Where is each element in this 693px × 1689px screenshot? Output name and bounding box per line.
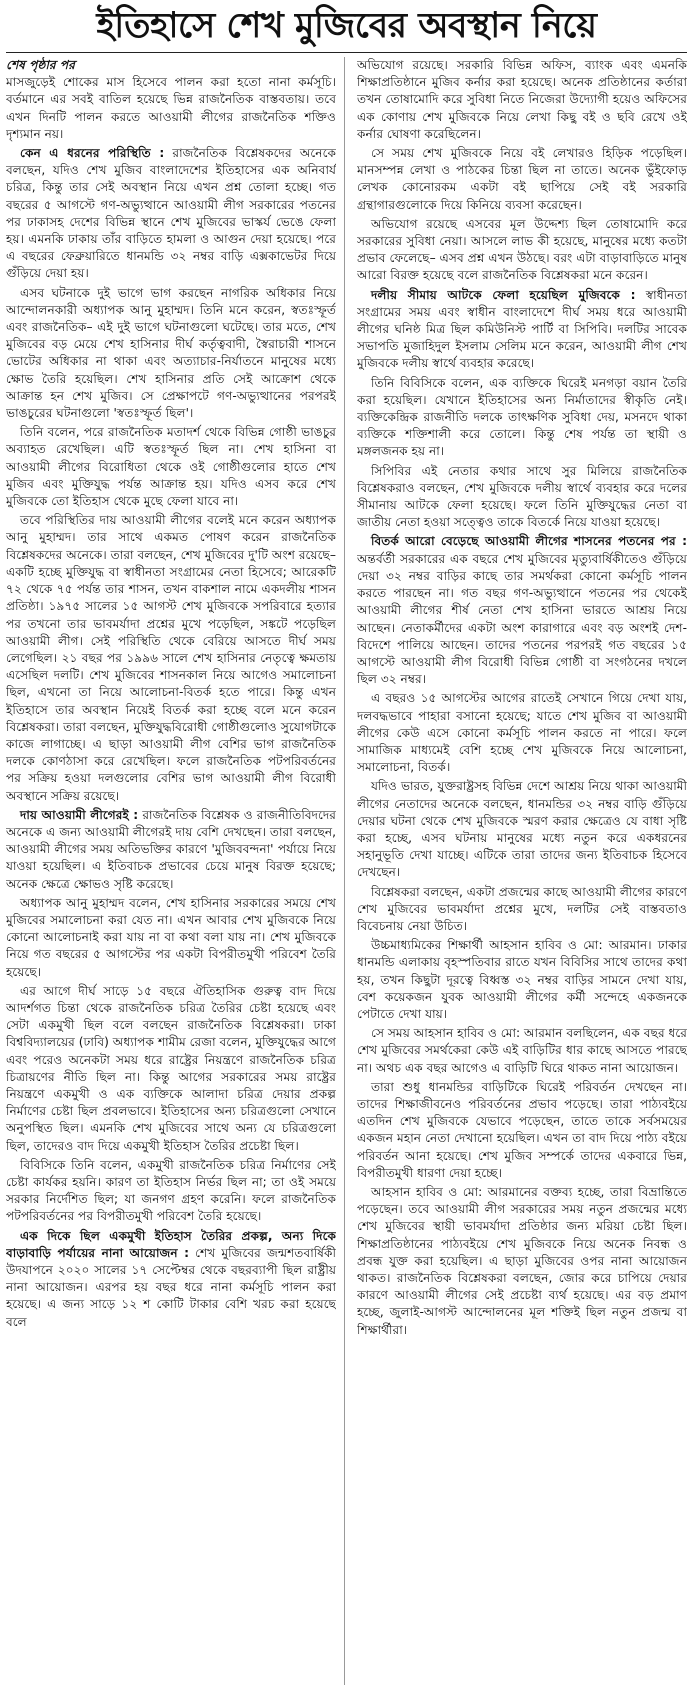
paragraph: সে সময় আহসান হাবিব ও মো: আরমান বলছিলেন, এক বছর ধরে শেখ মুজিবের সমর্থকেরা কেউ এই বাড়িটির ধার কাছে আসতে পারছে না। অথচ এক বছর আগেও এ বাড়িটি ঘিরে থাকত নানা আয়োজন। (357, 1026, 687, 1075)
right-column (357, 57, 687, 1685)
headline-rule (6, 52, 687, 53)
subheading: দায় আওয়ামী লীগেরই : (20, 807, 139, 822)
paragraph: বিতর্ক আরো বেড়েছে আওয়ামী লীগের শাসনের পতনের পর : অন্তর্বর্তী সরকারের এক বছরে শেখ মুজিবের মৃত্যুবার্ষিকীতেও গুঁড়িয়ে দেয়া ৩২ নম্বর বাড়ির কাছে তার সমর্থকরা কোনো কর্মসূচি পালন করতে পারছেন না। গত বছর গণ-অভ্যুত্থানে পতনের পর থেকেই আওয়ামী লীগের শীর্ষ নেতা শেখ হাসিনা ভারতে আশ্রয় নিয়ে আছেন। নেতাকর্মীদের একটা অংশ কারাগারে এবং বড় অংশই দেশ-বিদেশে পালিয়ে আছেন। তাদের পতনের পরপরই গত বছরের ১৫ আগস্টে আওয়ামী লীগ বিরোধী বিভিন্ন গোষ্ঠী বা সংগঠনের দখলে ছিল ৩২ নম্বর। (357, 534, 687, 687)
subheading: কেন এ ধরনের পরিস্থিতি : (20, 146, 165, 161)
paragraph: তিনি বলেন, পরে রাজনৈতিক মতাদর্শ থেকে বিভিন্ন গোষ্ঠী ভাঙচুর অব্যাহত রেখেছিল। এটি স্বতঃস্ফূর্ত ছিল না। শেখ হাসিনা বা আওয়ামী লীগের বিরোধিতা থেকে ওই গোষ্ঠীগুলোর হাতে শেখ মুজিব এবং মুক্তিযুদ্ধ পর্যন্ত আক্রান্ত হয়। যদিও এসব করে শেখ মুজিবকে তো ইতিহাস থেকে মুছে ফেলা যাবে না। (6, 425, 336, 509)
paragraph: আহসান হাবিব ও মো: আরমানের বক্তব্য হচ্ছে, তারা বিভ্রান্তিতে পড়েছেন। তবে আওয়ামী লীগ সরকারের সময় নতুন প্রজন্মের মধ্যে শেখ মুজিবের স্থায়ী ভাবমর্যাদা প্রতিষ্ঠার জন্য মরিয়া চেষ্টা ছিল। শিক্ষাপ্রতিষ্ঠানের পাঠ্যবইয়ে শেখ মুজিবকে নিয়ে অনেক নিবন্ধ ও প্রবন্ধ যুক্ত করা হয়েছিল। এ ছাড়া মুজিবের ওপর নানা আয়োজন থাকত। রাজনৈতিক বিশ্লেষকরা বলছেন, জোর করে চাপিয়ে দেয়ার কারণে আওয়ামী লীগের সেই প্রচেষ্টা ব্যর্থ হয়েছে। এর বড় প্রমাণ হচ্ছে, জুলাই-আগস্ট আন্দোলনের মূল শক্তিই ছিল নতুন প্রজন্ম বা শিক্ষার্থীরা। (357, 1185, 687, 1337)
subheading: দলীয় সীমায় আটকে ফেলা হয়েছিল মুজিবকে : (371, 287, 636, 302)
paragraph: উচ্চমাধ্যমিকের শিক্ষার্থী আহসান হাবিব ও মো: আরমান। ঢাকার ধানমন্ডি এলাকায় বৃহস্পতিবার রাতে যখন বিবিসির সাথে তাদের কথা হয়, তখন কিছুটা দূরত্বে বিধ্বস্ত ৩২ নম্বর বাড়ির সামনে দেখা যায়, বেশ কয়েকজন যুবক আওয়ামী লীগের কর্মী সন্দেহে একজনকে পেটাতে দেখা যায়। (357, 938, 687, 1021)
paragraph: এর আগে দীর্ঘ সাড়ে ১৫ বছরে ঐতিহাসিক গুরুত্ব বাদ দিয়ে আদর্শগত চিন্তা থেকে রাজনৈতিক চরিত্র তৈরির চেষ্টা হয়েছে এবং সেটা একমুখী ছিল বলে বলছেন রাজনৈতিক বিশ্লেষকরা। ঢাকা বিশ্ববিদ্যালয়ের (ঢাবি) অধ্যাপক শামীম রেজা বলেন, মুক্তিযুদ্ধের আগে এবং পরেও অনেকটা সময় ধরে রাষ্ট্রের নিয়ন্ত্রণে রাজনৈতিক চরিত্র চিত্রায়ণের নীতি ছিল না। কিন্তু আগের সরকারের সময় রাষ্ট্রের নিয়ন্ত্রণে একমুখী ও এক ব্যক্তিকে আলাদা চরিত্র দেয়ার প্রকল্প নির্মাণের চেষ্টা ছিল প্রবলভাবে। ইতিহাসের অন্য চরিত্রগুলো সেখানে অনুপস্থিত ছিল। এমনকি শেখ মুজিবের সাথে অন্য যে চরিত্রগুলো ছিল, তাদেরও বাদ দিয়ে একমুখী ইতিহাস তৈরির প্রচেষ্টা ছিল। (6, 983, 336, 1153)
paragraph: মাসজুড়েই শোকের মাস হিসেবে পালন করা হতো নানা কর্মসূচি। বর্তমানে এর সবই বাতিল হয়েছে ভিন্ন রাজনৈতিক বাস্তবতায়। তবে এখন দিনটি পালন করতে আওয়ামী লীগের রাজনৈতিক শক্তিও দৃশ্যমান নয়। (6, 75, 336, 141)
paragraph: এসব ঘটনাকে দুই ভাগে ভাগ করছেন নাগরিক অধিকার নিয়ে আন্দোলনকারী অধ্যাপক আনু মুহাম্মদ। তিনি মনে করেন, স্বতঃস্ফূর্ত এবং রাজনৈতিক– এই দুই ভাগে ঘটনাগুলো ঘটেছে। তার মতে, শেখ মুজিবের বড় মেয়ে শেখ হাসিনার দীর্ঘ কর্তৃত্ববাদী, স্বৈরাচারী শাসনে ভোটের অধিকার না থাকা এবং অত্যাচার-নির্যাতনে মানুষের মধ্যে ক্ষোভ তৈরি হয়েছিল। শেখ হাসিনার প্রতি সেই আক্রোশ থেকে আক্রান্ত হন শেখ মুজিব। সে প্রেক্ষাপটে গণ-অভ্যুত্থানের পরপরই ভাঙচুরের ঘটনাগুলো 'স্বতঃস্ফূর্ত ছিল'। (6, 285, 336, 421)
paragraph: তারা শুধু ধানমন্ডির বাড়িটিকে ঘিরেই পরিবর্তন দেখছেন না। তাদের শিক্ষাজীবনেও পরিবর্তনের প্রভাব পড়েছে। তারা পাঠ্যবইয়ে এতদিন শেখ মুজিবকে যেভাবে পড়েছেন, তাতে তাকে সর্বসময়ের একজন মহান নেতা দেখানো হয়েছিল। এখন তা বাদ দিয়ে পাঠ্য বইয়ে পরিবর্তন আনা হয়েছে। শেখ মুজিব সম্পর্কে তাদের একবারে ভিন্ন, বিপরীতমুখী ধারণা দেয়া হচ্ছে। (357, 1079, 687, 1180)
paragraph: কেন এ ধরনের পরিস্থিতি : রাজনৈতিক বিশ্লেষকদের অনেকে বলছেন, যদিও শেখ মুজিব বাংলাদেশের ইতিহাসের এক অনিবার্য চরিত্র, কিন্তু তার সেই অবস্থান নিয়ে এখন প্রশ্ন তোলা হচ্ছে। গত বছরের ৫ আগস্টে গণ-অভ্যুত্থানে আওয়ামী লীগ সরকারের পতনের পর ঢাকাসহ দেশের বিভিন্ন স্থানে শেখ মুজিবের ভাস্কর্য ভেঙে ফেলা হয়। এমনকি ঢাকায় তাঁর বাড়িতে হামলা ও আগুন দেয়া হয়েছে। পরে এ বছরের ফেব্রুয়ারিতে ধানমন্ডি ৩২ নম্বর বাড়ি এক্সকাভেটর দিয়ে গুঁড়িয়ে দেয়া হয়। (6, 146, 336, 281)
paragraph: এ বছরও ১৫ আগস্টের আগের রাতেই সেখানে গিয়ে দেখা যায়, দলবদ্ধভাবে পাহারা বসানো হয়েছে; যাতে শেখ মুজিব বা আওয়ামী লীগের কেউ এসে কোনো কর্মসূচি পালন করতে না পারে। ফলে সামাজিক মাধ্যমেই বেশি হচ্ছে শেখ মুজিবকে নিয়ে আলোচনা, সমালোচনা, বিতর্ক। (357, 691, 687, 775)
paragraph: দায় আওয়ামী লীগেরই : রাজনৈতিক বিশ্লেষক ও রাজনীতিবিদদের অনেকে এ জন্য আওয়ামী লীগেরই দায় বেশি দেখছেন। তারা বলছেন, আওয়ামী লীগের সময় অতিভক্তির কারণে 'মুজিববন্দনা' পর্যায়ে নিয়ে যাওয়া হয়েছিল। এ ইতিবাচক প্রভাবের চেয়ে মানুষ বিরক্ত হয়েছে; অনেক ক্ষেত্রে ক্ষোভও সৃষ্টি করেছে। (6, 807, 336, 891)
headline: ইতিহাসে শেখ মুজিবের অবস্থান নিয়ে (96, 6, 597, 46)
paragraph: বিশ্লেষকরা বলছেন, একটা প্রজন্মের কাছে আওয়ামী লীগের কারণে শেখ মুজিবের ভাবমর্যাদা প্রশ্নের মুখে, দলটির সেই বাস্তবতাও বিবেচনায় নেয়া উচিত। (357, 884, 687, 933)
paragraph: তবে পরিস্থিতির দায় আওয়ামী লীগের বলেই মনে করেন অধ্যাপক আনু মুহাম্মদ। তার সাথে একমত পোষণ করেন রাজনৈতিক বিশ্লেষকদের অনেকে। তারা বলছেন, শেখ মুজিবের দু'টি অংশ রয়েছে– একটি হচ্ছে মুক্তিযুদ্ধ বা স্বাধীনতা সংগ্রামের নেতা হিসেবে; আরেকটি ৭২ থেকে ৭৫ পর্যন্ত তার শাসন, তখন বাকশাল নামে একদলীয় শাসন প্রতিষ্ঠা। ১৯৭৫ সালের ১৫ আগস্ট শেখ মুজিবকে সপরিবারে হত্যার পর তখনো তার ভাবমর্যাদা প্রশ্নের মুখে পড়েছিল, সঙ্কটে পড়েছিল আওয়ামী লীগ। সেই পরিস্থিতি থেকে বেরিয়ে আসতে দীর্ঘ সময় লেগেছিল। ২১ বছর পর ১৯৯৬ সালে শেখ হাসিনার নেতৃত্বে ক্ষমতায় এসেছিল দলটি। শেখ মুজিবের শাসনকাল নিয়ে আগেও সমালোচনা ছিল, এখনো তা নিয়ে আলোচনা-বিতর্ক হতে পারে। কিন্তু এখন ইতিহাসে তার অবস্থান নিয়েই বিতর্ক করা হচ্ছে বলে মনে করেন বিশ্লেষকরা। তারা বলছেন, মুক্তিযুদ্ধবিরোধী গোষ্ঠীগুলোও সুযোগটাকে কাজে লাগাচ্ছে। এ ছাড়া আওয়ামী লীগ বেশির ভাগ রাজনৈতিক দলকে কোণঠাসা করে রেখেছিল। ফলে রাজনৈতিক পটপরিবর্তনের পর সক্রিয় হওয়া দলগুলোর বেশির ভাগ আওয়ামী লীগ বিরোধী অবস্থানে সক্রিয় রয়েছে। (6, 513, 336, 803)
paragraph: অভিযোগ রয়েছে এসবের মূল উদ্দেশ্য ছিল তোষামোদি করে সরকারের সুবিধা নেয়া। আসলে লাভ কী হয়েছে, মানুষের মধ্যে কতটা প্রভাব ফেলেছে– এসব প্রশ্ন এখন উঠছে। বরং এটা বাড়াবাড়িতে মানুষ আরো বিরক্ত হয়েছে বলে রাজনৈতিক বিশ্লেষকরা মনে করেন। (357, 216, 687, 283)
continuation-kicker: শেষ পৃষ্ঠার পর (6, 58, 75, 72)
paragraph: অধ্যাপক আনু মুহাম্মদ বলেন, শেখ হাসিনার সরকারের সময়ে শেখ মুজিবের সমালোচনা করা যেত না। এখন আবার শেখ মুজিবকে নিয়ে কোনো আলোচনাই করা যায় না বা কথা বলা যায় না। শেখ মুজিবকে নিয়ে গত বছরের ৫ আগস্টের পর একটা বিপরীতমুখী পরিবেশ তৈরি হয়েছে। (6, 895, 336, 979)
paragraph: দলীয় সীমায় আটকে ফেলা হয়েছিল মুজিবকে : স্বাধীনতা সংগ্রামের সময় এবং স্বাধীন বাংলাদেশে দীর্ঘ সময় ধরে আওয়ামী লীগের ঘনিষ্ঠ মিত্র ছিল কমিউনিস্ট পার্টি বা সিপিবি। দলটির সাবেক সভাপতি মুজাহিদুল ইসলাম সেলিম মনে করেন, আওয়ামী লীগ শেখ মুজিবকে দলীয় স্বার্থে ব্যবহার করেছে। (357, 287, 687, 371)
subheading: এক দিকে ছিল একমুখী ইতিহাস তৈরির প্রকল্প, অন্য দিকে বাড়াবাড়ি পর্যায়ের নানা আয়োজন : (6, 1228, 336, 1260)
paragraph: বিবিসিকে তিনি বলেন, একমুখী রাজনৈতিক চরিত্র নির্মাণের সেই চেষ্টা কার্যকর হয়নি। কারণ তা ইতিহাস নির্ভর ছিল না; তা ওই সময়ে সরকার নির্দেশিত ছিল; যা জনগণ গ্রহণ করেনি। ফলে রাজনৈতিক পটপরিবর্তনের পর বিপরীতমুখী পরিবেশ তৈরি হয়েছে। (6, 1157, 336, 1224)
paragraph: সিপিবির এই নেতার কথার সাথে সুর মিলিয়ে রাজনৈতিক বিশ্লেষকরাও বলছেন, শেখ মুজিবকে দলীয় স্বার্থে ব্যবহার করে দলের সীমানায় আটকে ফেলা হয়েছে। ফলে তিনি মুক্তিযুদ্ধের নেতা বা জাতীয় নেতা হওয়া সত্ত্বেও তাকে বিতর্কে নিয়ে যাওয়া হয়েছে। (357, 463, 687, 530)
column-divider (344, 57, 345, 1685)
paragraph: এক দিকে ছিল একমুখী ইতিহাস তৈরির প্রকল্প, অন্য দিকে বাড়াবাড়ি পর্যায়ের নানা আয়োজন : শেখ মুজিবের জন্মশতবার্ষিকী উদযাপনে ২০২০ সালের ১৭ সেপ্টেম্বর থেকে বছরব্যাপী ছিল রাষ্ট্রীয় নানা আয়োজন। এরপর হয় বছর ধরে নানা কর্মসূচি পালন করা হয়েছে। এ জন্য সাড়ে ১২ শ কোটি টাকার বেশি খরচ করা হয়েছে বলে (6, 1228, 336, 1329)
paragraph: তিনি বিবিসিকে বলেন, এক ব্যক্তিকে ঘিরেই মনগড়া বয়ান তৈরি করা হয়েছিল। যেখানে ইতিহাসের অন্য নির্মাতাদের স্বীকৃতি নেই। ব্যক্তিকেন্দ্রিক রাজনীতি দলকে তাৎক্ষণিক সুবিধা দেয়, মসনদে থাকা ব্যক্তিকে শক্তিশালী করে তোলে। কিন্তু শেষ পর্যন্ত তা স্থায়ী ও মঙ্গলজনক হয় না। (357, 375, 687, 459)
paragraph: সে সময় শেখ মুজিবকে নিয়ে বই লেখারও হিড়িক পড়েছিল। মানসম্পন্ন লেখা ও পাঠকের চিন্তা ছিল না তাতে। অনেক ভুঁইফোড় লেখক কোনোরকম একটা বই ছাপিয়ে সেই বই সরকারি গ্রন্থাগারগুলোকে দিয়ে কিনিয়ে ব্যবসা করেছেন। (357, 146, 687, 212)
paragraph: অভিযোগ রয়েছে। সরকারি বিভিন্ন অফিস, ব্যাংক এবং এমনকি শিক্ষাপ্রতিষ্ঠানে মুজিব কর্নার করা হয়েছে। অনেক প্রতিষ্ঠানের কর্তারা তখন তোষামোদি করে সুবিধা নিতে নিজেরা উদ্যোগী হয়েও অফিসের এক কোণায় শেখ মুজিবকে নিয়ে লেখা কিছু বই ও ছবি রেখে ওই কর্নার ঘোষণা করেছিলেন। (357, 58, 687, 141)
paragraph: যদিও ভারত, যুক্তরাষ্ট্রসহ বিভিন্ন দেশে আশ্রয় নিয়ে থাকা আওয়ামী লীগের নেতাদের অনেকে বলছেন, ধানমন্ডির ৩২ নম্বর বাড়ি গুঁড়িয়ে দেয়ার ঘটনা থেকে শেখ মুজিবকে স্মরণ করার ক্ষেত্রেও যে বাধা সৃষ্টি করা হচ্ছে, এসব ঘটনায় মানুষের মধ্যে নতুন করে একধরনের সহানুভূতি দেখা যাচ্ছে। এটিকে তারা তাদের জন্য ইতিবাচক হিসেবে দেখছেন। (357, 779, 687, 880)
subheading: বিতর্ক আরো বেড়েছে আওয়ামী লীগের শাসনের পতনের পর : (371, 534, 687, 549)
left-column (6, 57, 336, 1685)
